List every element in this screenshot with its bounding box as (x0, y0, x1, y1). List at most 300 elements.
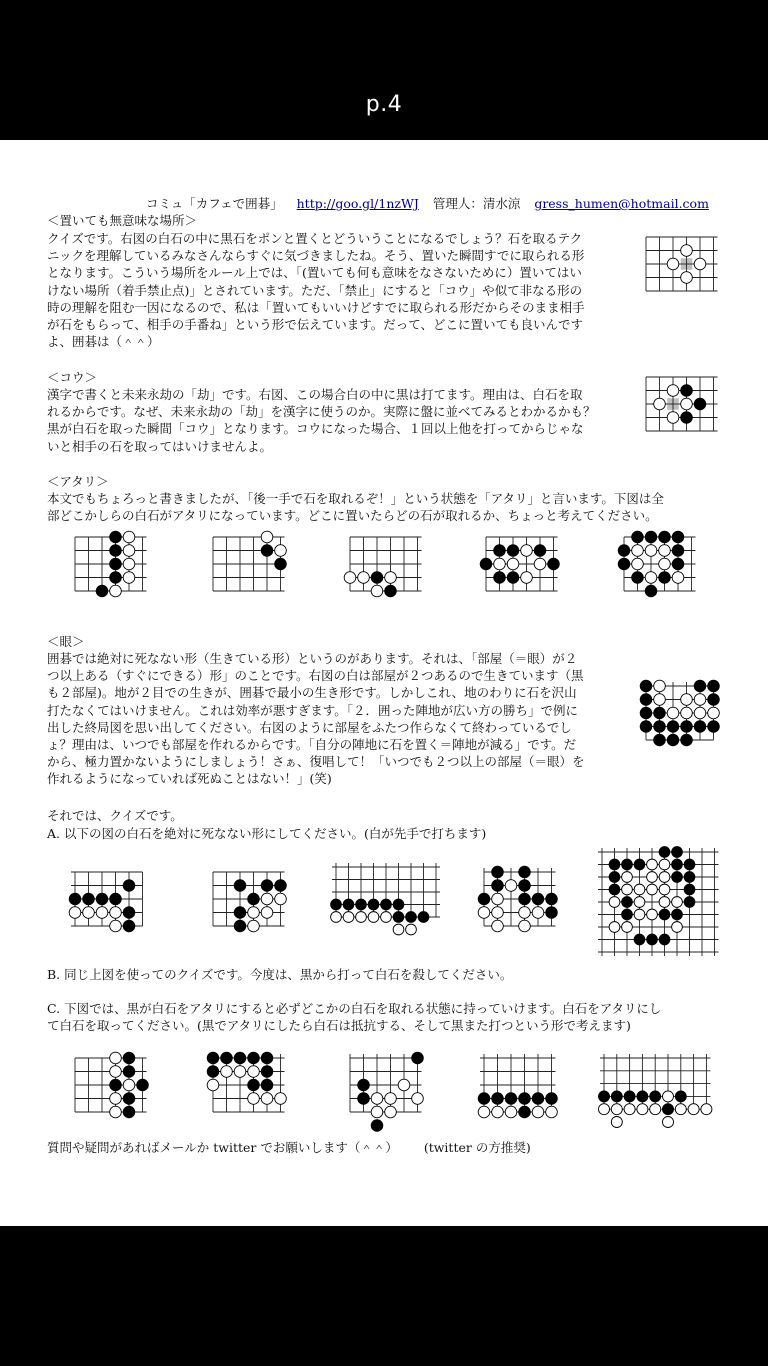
black-stone (381, 899, 392, 910)
white-stone (494, 558, 506, 570)
section-heading-muimi: ＜置いても無意味な場所＞ (47, 213, 198, 228)
black-stone (393, 912, 404, 923)
black-stone (478, 1093, 490, 1105)
atari-diagram-5 (616, 529, 700, 599)
white-stone (675, 1104, 686, 1115)
black-stone (519, 866, 531, 878)
white-stone (505, 1106, 517, 1118)
black-stone (519, 1106, 531, 1118)
atari-diagram-2 (205, 529, 289, 599)
black-stone (618, 545, 630, 557)
black-stone (684, 897, 695, 908)
black-stone (371, 1120, 383, 1132)
black-stone (645, 531, 657, 543)
white-stone (371, 1106, 383, 1118)
white-stone (647, 884, 658, 895)
black-stone (478, 893, 490, 905)
black-stone (622, 909, 633, 920)
white-stone (248, 1093, 260, 1105)
white-stone (694, 258, 706, 270)
white-stone (123, 572, 135, 584)
quiz-a-instruction: A. 以下の図の白石を絶対に死なない形にしてください。(白が先手で打ちます) (47, 826, 487, 841)
black-stone (221, 1052, 233, 1064)
body-line: よ、囲碁は（＾＾） (47, 334, 160, 350)
white-stone (275, 1093, 287, 1105)
black-stone (598, 1091, 609, 1102)
white-stone (331, 912, 342, 923)
black-stone (634, 859, 645, 870)
black-stone (261, 880, 273, 892)
white-stone (123, 545, 135, 557)
white-stone (83, 907, 95, 919)
document-page (0, 140, 768, 1226)
black-stone (634, 934, 645, 945)
black-stone (261, 1052, 273, 1064)
black-stone (672, 531, 684, 543)
black-stone (659, 847, 670, 858)
black-stone (708, 721, 720, 733)
viewer-top-bar (0, 0, 768, 140)
black-stone (609, 859, 620, 870)
white-stone (275, 545, 287, 557)
kou-diagram (638, 369, 722, 439)
black-stone (207, 1066, 219, 1078)
black-stone (519, 1093, 531, 1105)
footer-contact (47, 1139, 531, 1156)
white-stone (492, 907, 504, 919)
white-stone (344, 572, 356, 584)
black-stone (672, 909, 683, 920)
black-stone (672, 847, 683, 858)
black-stone (640, 707, 652, 719)
quiz-c-diagram-2 (205, 1050, 289, 1120)
white-stone (123, 1079, 135, 1091)
black-stone (110, 531, 122, 543)
quiz-c-diagram-5 (596, 1050, 714, 1117)
black-stone (640, 680, 652, 692)
white-stone (667, 258, 679, 270)
body-line: C. 下図では、黒が白石をアタリにすると必ずどこかの白石を取れる状態に持っていけます。白石をアタリにし (47, 1001, 662, 1016)
black-stone (110, 558, 122, 570)
white-stone (662, 1091, 673, 1102)
white-stone (275, 893, 287, 905)
black-stone (681, 734, 693, 746)
black-stone (546, 907, 558, 919)
white-stone (654, 398, 666, 410)
muimi-diagram (638, 229, 722, 299)
black-stone (261, 545, 273, 557)
black-stone (368, 899, 379, 910)
black-stone (662, 1104, 673, 1115)
white-stone (659, 897, 670, 908)
white-stone (521, 545, 533, 557)
black-stone (385, 585, 397, 597)
white-stone (647, 909, 658, 920)
white-stone (248, 907, 260, 919)
black-stone (234, 1052, 246, 1064)
white-stone (672, 922, 683, 933)
black-stone (622, 859, 633, 870)
body-line: となります。こういう場所をルール上では、「(置いても何も意味をなさないために）置いてはい (47, 265, 582, 281)
white-stone (654, 694, 666, 706)
black-stone (694, 398, 706, 410)
black-stone (356, 899, 367, 910)
black-stone (684, 859, 695, 870)
black-stone (640, 694, 652, 706)
white-stone (96, 907, 108, 919)
white-stone (505, 880, 517, 892)
white-stone (519, 920, 531, 932)
black-stone (358, 1093, 370, 1105)
black-stone (667, 734, 679, 746)
black-stone (659, 572, 671, 584)
black-stone (694, 680, 706, 692)
black-stone (622, 897, 633, 908)
white-stone (609, 897, 620, 908)
black-stone (261, 1079, 273, 1091)
white-stone (519, 907, 531, 919)
white-stone (672, 897, 683, 908)
black-stone (110, 1079, 122, 1091)
white-stone (654, 680, 666, 692)
white-stone (645, 572, 657, 584)
black-stone (83, 893, 95, 905)
white-stone (622, 872, 633, 883)
black-stone (275, 558, 287, 570)
black-stone (672, 558, 684, 570)
body-line: いと相手の石を取ってはいけませんよ。 (47, 438, 273, 454)
white-stone (234, 1066, 246, 1078)
white-stone (478, 1106, 490, 1118)
black-stone (672, 859, 683, 870)
page-indicator: p.4 (365, 92, 403, 117)
black-stone (546, 1093, 558, 1105)
black-stone (675, 1091, 686, 1102)
black-stone (650, 1091, 661, 1102)
white-stone (609, 922, 620, 933)
white-stone (368, 912, 379, 923)
black-stone (632, 531, 644, 543)
quiz-intro: それでは、クイズです。 (47, 808, 183, 823)
white-stone (123, 558, 135, 570)
black-stone (480, 558, 492, 570)
black-stone (654, 721, 666, 733)
white-stone (701, 1104, 712, 1115)
black-stone (507, 545, 519, 557)
white-stone (611, 1104, 622, 1115)
body-line: 漢字で書くと未来永劫の「劫」です。右図、この場合白の中に黒は打てます。理由は、白石を取 (47, 387, 583, 402)
black-stone (207, 1052, 219, 1064)
body-line: 作れるようになっていれば死ぬことはない！」(笑) (47, 771, 332, 787)
white-stone (385, 572, 397, 584)
white-stone (393, 924, 404, 935)
black-stone (647, 934, 658, 945)
black-stone (532, 1093, 544, 1105)
white-stone (492, 920, 504, 932)
white-stone (708, 707, 720, 719)
black-stone (548, 558, 560, 570)
white-stone (667, 385, 679, 397)
me-diagram (638, 678, 722, 748)
white-stone (507, 558, 519, 570)
black-stone (123, 1066, 135, 1078)
white-stone (632, 545, 644, 557)
black-stone (123, 1052, 135, 1064)
black-stone (672, 872, 683, 883)
black-stone (684, 884, 695, 895)
quiz-a-diagram-4 (476, 864, 560, 934)
white-stone (385, 1093, 397, 1105)
white-stone (371, 585, 383, 597)
black-stone (358, 1079, 370, 1091)
white-stone (667, 412, 679, 424)
admin-name: 管理人：清水涼 (432, 196, 521, 211)
quiz-c-instruction (47, 1000, 727, 1034)
black-stone (618, 558, 630, 570)
black-stone (505, 1093, 517, 1105)
white-stone (412, 1093, 424, 1105)
white-stone (478, 907, 490, 919)
white-stone (681, 272, 693, 284)
white-stone (659, 859, 670, 870)
black-stone (412, 1052, 424, 1064)
black-stone (492, 880, 504, 892)
white-stone (667, 707, 679, 719)
white-stone (532, 1106, 544, 1118)
section-heading-kou: ＜コウ＞ (47, 370, 98, 385)
body-line: 部どこかしらの白石がアタリになっています。どこに置いたらどの石が取れるか、ちょっと考えてください。 (47, 508, 658, 524)
white-stone (492, 893, 504, 905)
black-stone (494, 572, 506, 584)
viewer-bottom-bar (0, 1226, 768, 1366)
white-stone (110, 920, 122, 932)
white-stone (381, 912, 392, 923)
white-stone (110, 1106, 122, 1118)
white-stone (371, 1093, 383, 1105)
black-stone (659, 934, 670, 945)
black-stone (234, 920, 246, 932)
black-stone (275, 880, 287, 892)
black-stone (110, 572, 122, 584)
black-stone (96, 893, 108, 905)
body-line: 囲碁では絶対に死なない形（生きている形）というのがあります。それは、「部屋（＝眼）が２ (47, 651, 578, 666)
body-line: から、極力置かないようにしましょう！さぁ、復唱して！「いつでも２つ以上の部屋（＝眼）を (47, 754, 585, 770)
white-stone (681, 245, 693, 257)
white-stone (521, 572, 533, 584)
white-stone (611, 1116, 622, 1127)
black-stone (708, 694, 720, 706)
black-stone (507, 572, 519, 584)
black-stone (371, 572, 383, 584)
black-stone (343, 899, 354, 910)
community-link[interactable]: http://goo.gl/1nzWJ (296, 196, 419, 211)
black-stone (546, 893, 558, 905)
black-stone (123, 880, 135, 892)
white-stone (681, 694, 693, 706)
community-name: コミュ「カフェで囲碁」 (146, 196, 283, 211)
white-stone (385, 1106, 397, 1118)
white-stone (532, 907, 544, 919)
black-stone (96, 585, 108, 597)
black-stone (248, 1079, 260, 1091)
white-stone (659, 872, 670, 883)
section-body-kou (47, 386, 642, 455)
black-stone (708, 680, 720, 692)
black-stone (123, 1106, 135, 1118)
black-stone (406, 912, 417, 923)
white-stone (110, 1052, 122, 1064)
white-stone (546, 1106, 558, 1118)
black-stone (248, 1052, 260, 1064)
black-stone (672, 545, 684, 557)
white-stone (647, 859, 658, 870)
white-stone (598, 1104, 609, 1115)
atari-diagram-1 (67, 529, 151, 599)
white-stone (343, 912, 354, 923)
body-line: て白石を取ってください。(黒でアタリにしたら白石は抵抗する、そして黒また打つという形で考えます) (47, 1018, 631, 1034)
black-stone (137, 1079, 149, 1091)
quiz-b-instruction: B. 同じ上図を使ってのクイズです。今度は、黒から打って白石を殺してください。 (47, 967, 513, 982)
black-stone (640, 721, 652, 733)
quiz-a-diagram-5 (594, 844, 723, 960)
black-stone (492, 1093, 504, 1105)
white-stone (221, 1066, 233, 1078)
white-stone (659, 884, 670, 895)
black-stone (681, 385, 693, 397)
white-stone (659, 558, 671, 570)
section-body-me (47, 650, 637, 788)
black-stone (667, 721, 679, 733)
white-stone (248, 920, 260, 932)
white-stone (624, 1104, 635, 1115)
quiz-c-diagram-3 (342, 1050, 426, 1120)
body-line: ニックを理解しているみなさんならすぐに気づきましたね。そう、置いた瞬間すでに取られる形 (47, 248, 585, 264)
body-line: 本文でもちょろっと書きましたが、「後一手で石を取れるぞ！」という状態を「アタリ」と言います。下図は全 (47, 491, 664, 506)
black-stone (261, 1066, 273, 1078)
black-stone (532, 893, 544, 905)
white-stone (637, 1104, 648, 1115)
white-stone (110, 585, 122, 597)
black-stone (123, 1093, 135, 1105)
white-stone (622, 922, 633, 933)
white-stone (672, 572, 684, 584)
white-stone (110, 1066, 122, 1078)
black-stone (681, 412, 693, 424)
body-line: も２部屋)。地が２目での生きが、囲碁で最小の生き形です。しかしこれ、地のわりに石を沢山 (47, 685, 577, 701)
body-line: ょ？理由は、いつでも部屋を作れるからです。「自分の陣地に石を置く＝陣地が減る」です。だ (47, 737, 577, 753)
quiz-c-diagram-4 (476, 1050, 560, 1120)
section-heading-atari: ＜アタリ＞ (47, 474, 109, 489)
white-stone (207, 1079, 219, 1091)
black-stone (123, 920, 135, 932)
black-stone (654, 707, 666, 719)
black-stone (234, 907, 246, 919)
black-stone (624, 1091, 635, 1102)
white-stone (261, 1093, 273, 1105)
body-line: クイズです。右図の白石の中に黒石をポンと置くとどういうことになるでしょう？石を取るテク (47, 231, 583, 246)
white-stone (634, 897, 645, 908)
email-link[interactable]: gress_humen@hotmail.com (534, 196, 709, 211)
page-header (146, 195, 709, 212)
body-line: 黒が白石を取った瞬間「コウ」となります。コウになった場合、１回以上他を打ってからじゃな (47, 421, 584, 437)
body-line: つ以上ある（すぐにできる）形」のことです。右図の白は部屋が２つあるので生きています（黒 (47, 668, 584, 684)
twitter-note: (twitter の方推奨) (423, 1140, 531, 1155)
black-stone (632, 572, 644, 584)
white-stone (110, 907, 122, 919)
black-stone (519, 893, 531, 905)
black-stone (681, 721, 693, 733)
black-stone (110, 893, 122, 905)
white-stone (634, 884, 645, 895)
white-stone (681, 707, 693, 719)
white-stone (534, 558, 546, 570)
black-stone (492, 866, 504, 878)
black-stone (123, 907, 135, 919)
quiz-a-diagram-2 (205, 864, 289, 934)
black-stone (234, 880, 246, 892)
black-stone (331, 899, 342, 910)
white-stone (261, 531, 273, 543)
contact-text: 質問や疑問があればメールか twitter でお願いします（＾＾） (47, 1140, 398, 1155)
section-body-muimi (47, 230, 642, 350)
white-stone (681, 398, 693, 410)
atari-diagram-3 (342, 529, 426, 599)
black-stone (110, 545, 122, 557)
white-stone (694, 707, 706, 719)
black-stone (654, 734, 666, 746)
white-stone (110, 1093, 122, 1105)
body-line: けない場所（着手禁止点)」とされています。ただ、「禁止」にすると「コウ」や似て非なる形の (47, 282, 583, 298)
black-stone (494, 545, 506, 557)
body-line: 打たなくてはいけません。これは効率が悪すぎます。「２．囲った陣地が広い方の勝ち」で例に (47, 702, 579, 718)
section-body-atari (47, 490, 727, 524)
white-stone (694, 694, 706, 706)
black-stone (637, 1091, 648, 1102)
black-stone (659, 531, 671, 543)
white-stone (647, 872, 658, 883)
black-stone (684, 872, 695, 883)
body-line: 時の理解を阻む一因になるので、私は「置いてもいいけどすでに取られる形だからそのまま相手 (47, 299, 585, 315)
black-stone (69, 893, 81, 905)
white-stone (358, 572, 370, 584)
white-stone (645, 545, 657, 557)
white-stone (632, 558, 644, 570)
white-stone (248, 1066, 260, 1078)
black-stone (609, 872, 620, 883)
white-stone (650, 1104, 661, 1115)
white-stone (69, 907, 81, 919)
atari-diagram-4 (478, 529, 562, 599)
black-stone (645, 585, 657, 597)
body-line: が石をもらって、相手の手番ね」という形で伝えています。だって、どこに置いても良いんです (47, 317, 584, 333)
black-stone (694, 721, 706, 733)
black-stone (611, 1091, 622, 1102)
black-stone (534, 545, 546, 557)
body-line: 出した終局図を思い出してください。右図のように部屋をふたつ作らなくて終わっているでし (47, 719, 572, 735)
black-stone (609, 884, 620, 895)
quiz-a-diagram-1 (67, 864, 151, 934)
black-stone (519, 880, 531, 892)
white-stone (356, 912, 367, 923)
white-stone (659, 545, 671, 557)
white-stone (634, 909, 645, 920)
white-stone (492, 1106, 504, 1118)
black-stone (659, 909, 670, 920)
quiz-a-diagram-3 (328, 859, 444, 925)
body-line: れるからです。なぜ、未来永劫の「劫」を漢字に使うのか。実際に盤に並べてみるとわかるかも？ (47, 404, 596, 420)
quiz-c-diagram-1 (67, 1050, 151, 1120)
white-stone (398, 1079, 410, 1091)
